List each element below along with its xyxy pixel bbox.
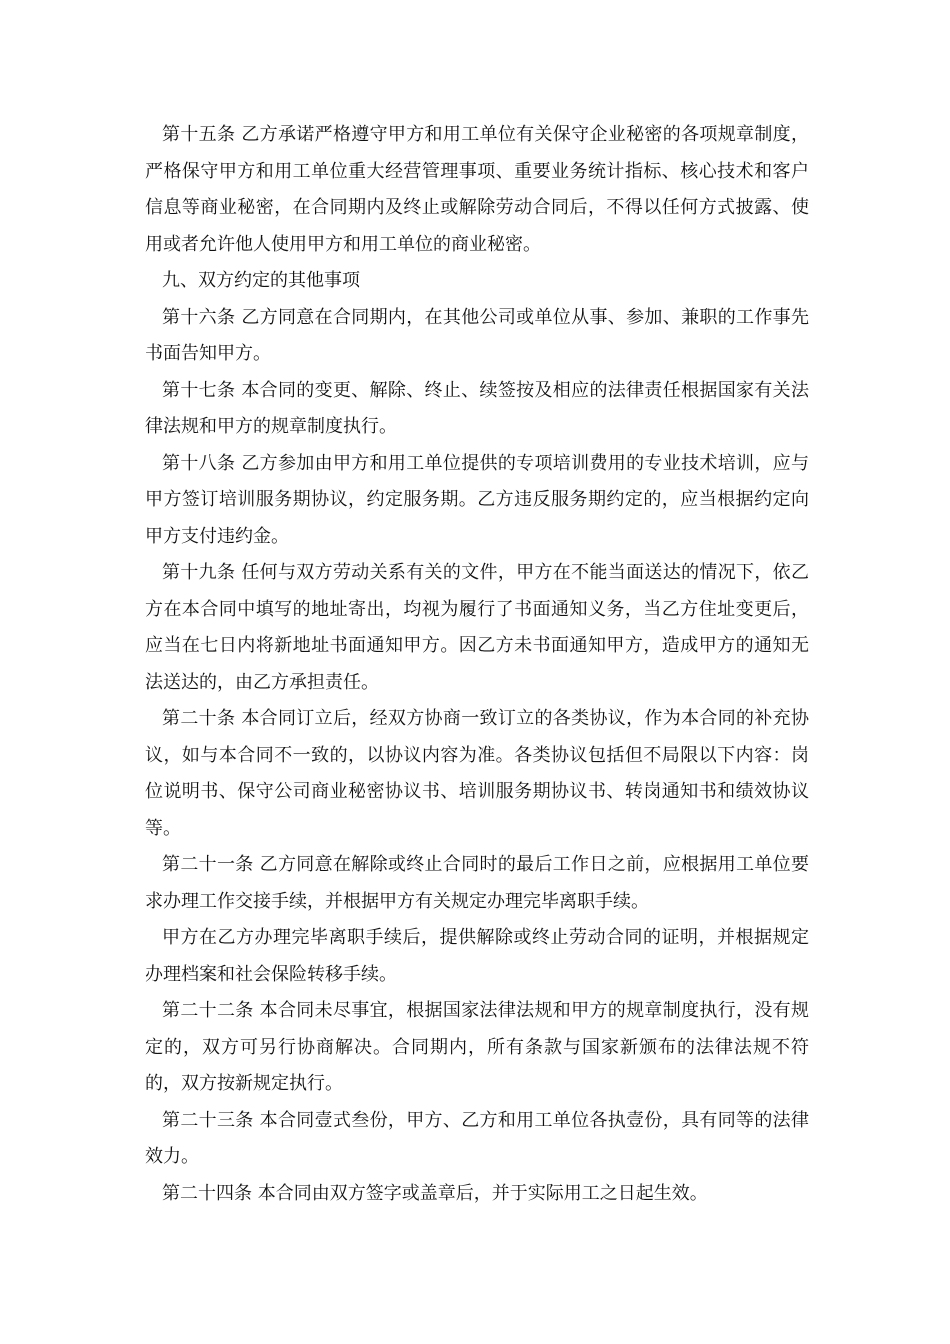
clause-23: 第二十三条 本合同壹式叁份，甲方、乙方和用工单位各执壹份，具有同等的法律效力。 — [145, 1109, 809, 1167]
clause-18: 第十八条 乙方参加由甲方和用工单位提供的专项培训费用的专业技术培训，应与甲方签订培训服务期协议，约定服务期。乙方违反服务期约定的，应当根据约定向甲方支付违约金。 — [145, 452, 809, 547]
clause-20: 第二十条 本合同订立后，经双方协商一致订立的各类协议，作为本合同的补充协议，如与本合同不一致的，以协议内容为准。各类协议包括但不局限以下内容：岗位说明书、保守公司商业秘密协议书、培训服务期协议书、转岗通知书和绩效协议等。 — [145, 708, 809, 839]
section-heading-other-matters: 九、双方约定的其他事项 — [162, 270, 360, 291]
clause-21-continuation: 甲方在乙方办理完毕离职手续后，提供解除或终止劳动合同的证明，并根据规定办理档案和社会保险转移手续。 — [145, 927, 809, 985]
clause-16: 第十六条 乙方同意在合同期内，在其他公司或单位从事、参加、兼职的工作事先书面告知甲方。 — [145, 306, 809, 364]
clause-15: 第十五条 乙方承诺严格遵守甲方和用工单位有关保守企业秘密的各项规章制度，严格保守甲方和用工单位重大经营管理事项、重要业务统计指标、核心技术和客户信息等商业秘密，在合同期内及终止或解除劳动合同后，不得以任何方式披露、使用或者允许他人使用甲方和用工单位的商业秘密。 — [145, 124, 809, 255]
clause-22: 第二十二条 本合同未尽事宜，根据国家法律法规和甲方的规章制度执行，没有规定的，双方可另行协商解决。合同期内，所有条款与国家新颁布的法律法规不符的，双方按新规定执行。 — [145, 1000, 809, 1094]
clause-24: 第二十四条 本合同由双方签字或盖章后，并于实际用工之日起生效。 — [162, 1182, 708, 1204]
clause-21: 第二十一条 乙方同意在解除或终止合同时的最后工作日之前，应根据用工单位要求办理工作交接手续，并根据甲方有关规定办理完毕离职手续。 — [145, 854, 809, 912]
clause-19: 第十九条 任何与双方劳动关系有关的文件，甲方在不能当面送达的情况下，依乙方在本合同中填写的地址寄出，均视为履行了书面通知义务，当乙方住址变更后，应当在七日内将新地址书面通知甲方。因乙方未书面通知甲方，造成甲方的通知无法送达的，由乙方承担责任。 — [145, 562, 809, 693]
document-body — [145, 117, 809, 1212]
clause-17: 第十七条 本合同的变更、解除、终止、续签按及相应的法律责任根据国家有关法律法规和甲方的规章制度执行。 — [145, 379, 809, 437]
